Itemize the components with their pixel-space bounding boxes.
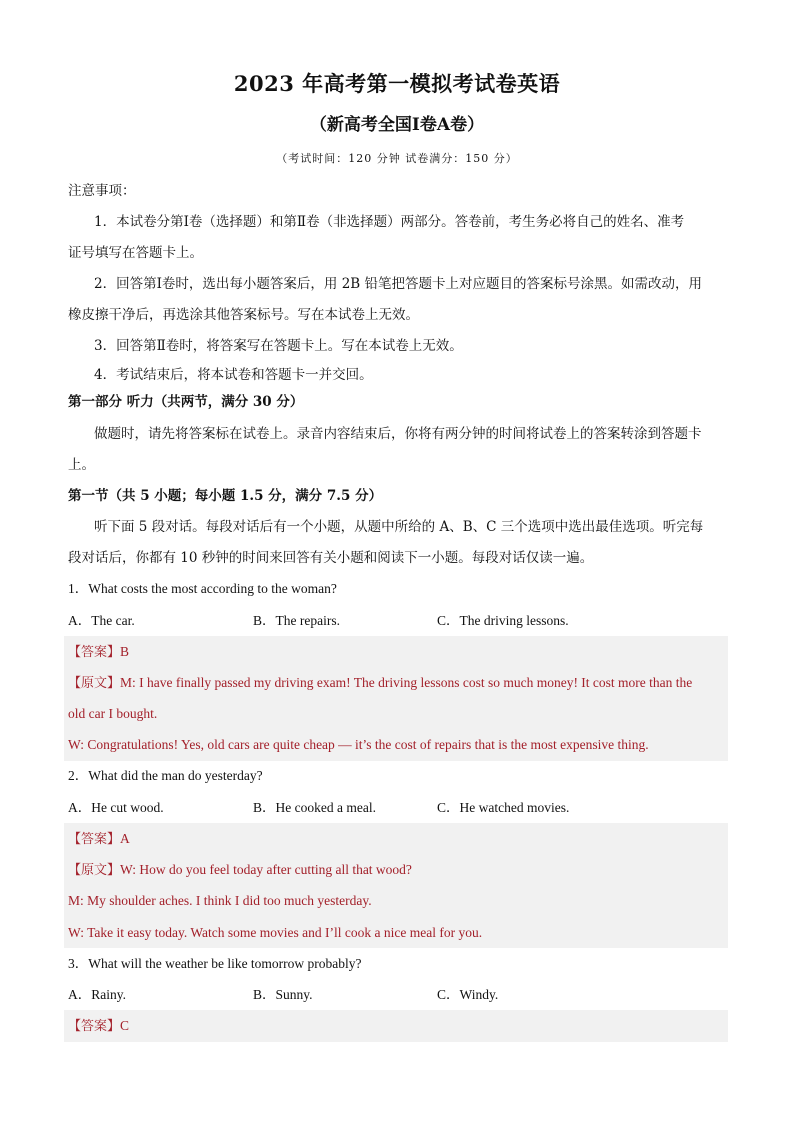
answer-tag: 【答案】 [68,645,121,660]
answer-value: C [120,1018,130,1033]
section1-heading: 第一节（共 5 小题；每小题 1.5 分，满分 7.5 分） [68,488,383,504]
option-b: B．Sunny. [253,987,313,1002]
option-c: C．He watched movies. [437,800,570,815]
section1-instruction: 段对话后，你都有 10 秒钟的时间来回答有关小题和阅读下一小题。每段对话仅读一遍。 [68,550,594,566]
question-stem: 2．What did the man do yesterday? [68,768,263,783]
notice-item: 证号填写在答题卡上。 [68,245,203,261]
transcript-line: M: My shoulder aches. I think I did too much yesterday. [68,893,372,908]
answer-tag: 【答案】 [68,1019,121,1034]
answer-line [68,829,728,850]
answer-line [68,642,728,663]
section1-instruction: 听下面 5 段对话。每段对话后有一个小题，从题中所给的 A、B、C 三个选项中选出最佳选项。听完每 [94,519,704,535]
exam-meta: （考试时间：120 分钟 试卷满分：150 分） [276,152,518,165]
answer-tag: 【答案】 [68,832,121,847]
transcript-text: M: I have finally passed my driving exam! The driving lessons cost so much money! It cost more than the [120,675,693,690]
exam-subtitle: （新高考全国Ⅰ卷A卷） [309,115,485,135]
transcript-line [68,673,728,694]
notice-item: 3．回答第Ⅱ卷时，将答案写在答题卡上。写在本试卷上无效。 [94,338,463,354]
part1-instruction: 上。 [68,457,95,473]
notice-item: 2．回答第Ⅰ卷时，选出每小题答案后，用 2B 铅笔把答题卡上对应题目的答案标号涂黑。如需改动，用 [94,276,703,292]
transcript-line [68,860,728,881]
transcript-tag: 【原文】 [68,676,121,691]
option-c: C．Windy. [437,987,499,1002]
notice-item: 橡皮擦干净后，再选涂其他答案标号。写在本试卷上无效。 [68,307,419,323]
notice-item: 1．本试卷分第Ⅰ卷（选择题）和第Ⅱ卷（非选择题）两部分。答卷前，考生务必将自己的姓名、准考 [94,214,685,230]
part1-heading: 第一部分 听力（共两节，满分 30 分） [68,394,304,410]
transcript-line: old car I bought. [68,706,158,721]
transcript-line: W: Congratulations! Yes, old cars are quite cheap — it’s the cost of repairs that is the most expensive thing. [68,737,649,752]
transcript-line: W: Take it easy today. Watch some movies and I’ll cook a nice meal for you. [68,925,483,940]
question-stem: 3．What will the weather be like tomorrow probably? [68,956,362,971]
option-b: B．The repairs. [253,613,340,628]
notice-item: 4．考试结束后，将本试卷和答题卡一并交回。 [94,367,373,383]
answer-value: B [120,644,130,659]
option-a: A．The car. [68,613,135,628]
exam-title: 2023 年高考第一模拟考试卷英语 [233,71,561,96]
part1-instruction: 做题时，请先将答案标在试卷上。录音内容结束后，你将有两分钟的时间将试卷上的答案转涂到答题卡 [94,426,702,442]
option-b: B．He cooked a meal. [253,800,376,815]
option-a: A．He cut wood. [68,800,164,815]
question-stem: 1．What costs the most according to the woman? [68,581,337,596]
answer-line [68,1016,728,1037]
transcript-tag: 【原文】 [68,863,121,878]
notice-heading: 注意事项： [68,183,136,199]
option-c: C．The driving lessons. [437,613,569,628]
transcript-text: W: How do you feel today after cutting all that wood? [120,862,412,877]
option-a: A．Rainy. [68,987,126,1002]
answer-value: A [120,831,130,846]
